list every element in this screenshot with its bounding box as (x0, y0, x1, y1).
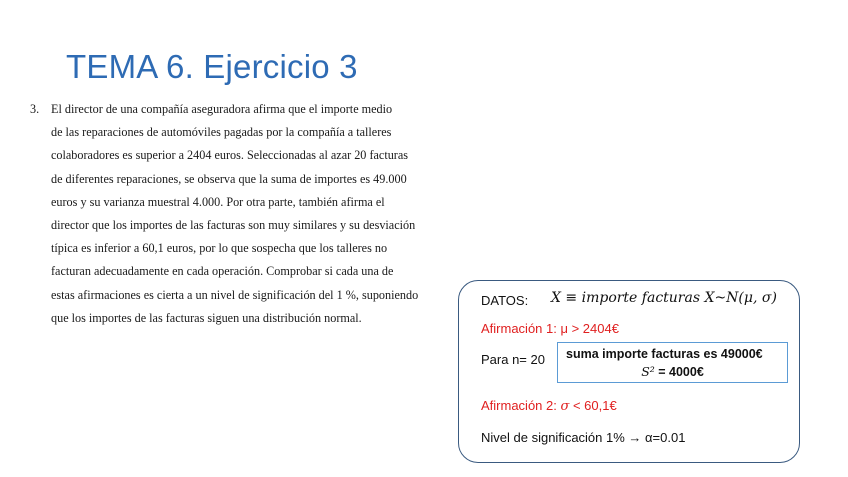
variance-symbol: S² (641, 364, 655, 379)
problem-line: El director de una compañía aseguradora afirma que el importe medio (51, 102, 393, 116)
problem-line: estas afirmaciones es cierta a un nivel de significación del 1 %, suponiendo (51, 287, 419, 302)
slide-title: TEMA 6. Ejercicio 3 (66, 48, 358, 85)
problem-line: que los importes de las facturas siguen una distribución normal. (51, 310, 362, 325)
datos-formula: X ≡ importe facturas X~N(μ, σ) (551, 290, 777, 306)
sigma-symbol: σ (560, 399, 570, 414)
problem-line: de las reparaciones de automóviles pagadas por la compañía a talleres (51, 125, 392, 140)
datos-label: DATOS: (481, 293, 529, 308)
problem-line: director que los importes de las facturas son muy similares y su desviación (51, 218, 416, 233)
problem-line: típica es inferior a 60,1 euros, por lo que sospecha que los talleres no (51, 241, 388, 256)
sample-summary-box (557, 342, 788, 383)
afirmacion-1: Afirmación 1: μ > 2404€ (481, 321, 619, 336)
variance-line (558, 364, 787, 379)
sample-size: Para n= 20 (481, 352, 545, 367)
afirmacion-2 (481, 398, 617, 414)
afirmacion-2-label: Afirmación 2: (481, 398, 561, 413)
problem-line: colaboradores es superior a 2404 euros. Seleccionadas al azar 20 facturas (51, 148, 409, 163)
afirmacion-2-value: < 60,1€ (569, 398, 617, 413)
variance-value: = 4000€ (654, 365, 704, 379)
problem-number: 3. (30, 102, 40, 116)
significance-level: Nivel de significación 1% → α=0.01 (481, 430, 686, 445)
problem-line: de diferentes reparaciones, se observa que la suma de importes es 49.000 (51, 171, 407, 186)
problem-statement (30, 98, 450, 330)
sum-line: suma importe facturas es 49000€ (566, 347, 763, 361)
problem-line: euros y su varianza muestral 4.000. Por otra parte, también afirma el (51, 194, 385, 209)
problem-line: facturan adecuadamente en cada operación. Comprobar si cada una de (51, 264, 394, 279)
datos-box (458, 280, 800, 463)
